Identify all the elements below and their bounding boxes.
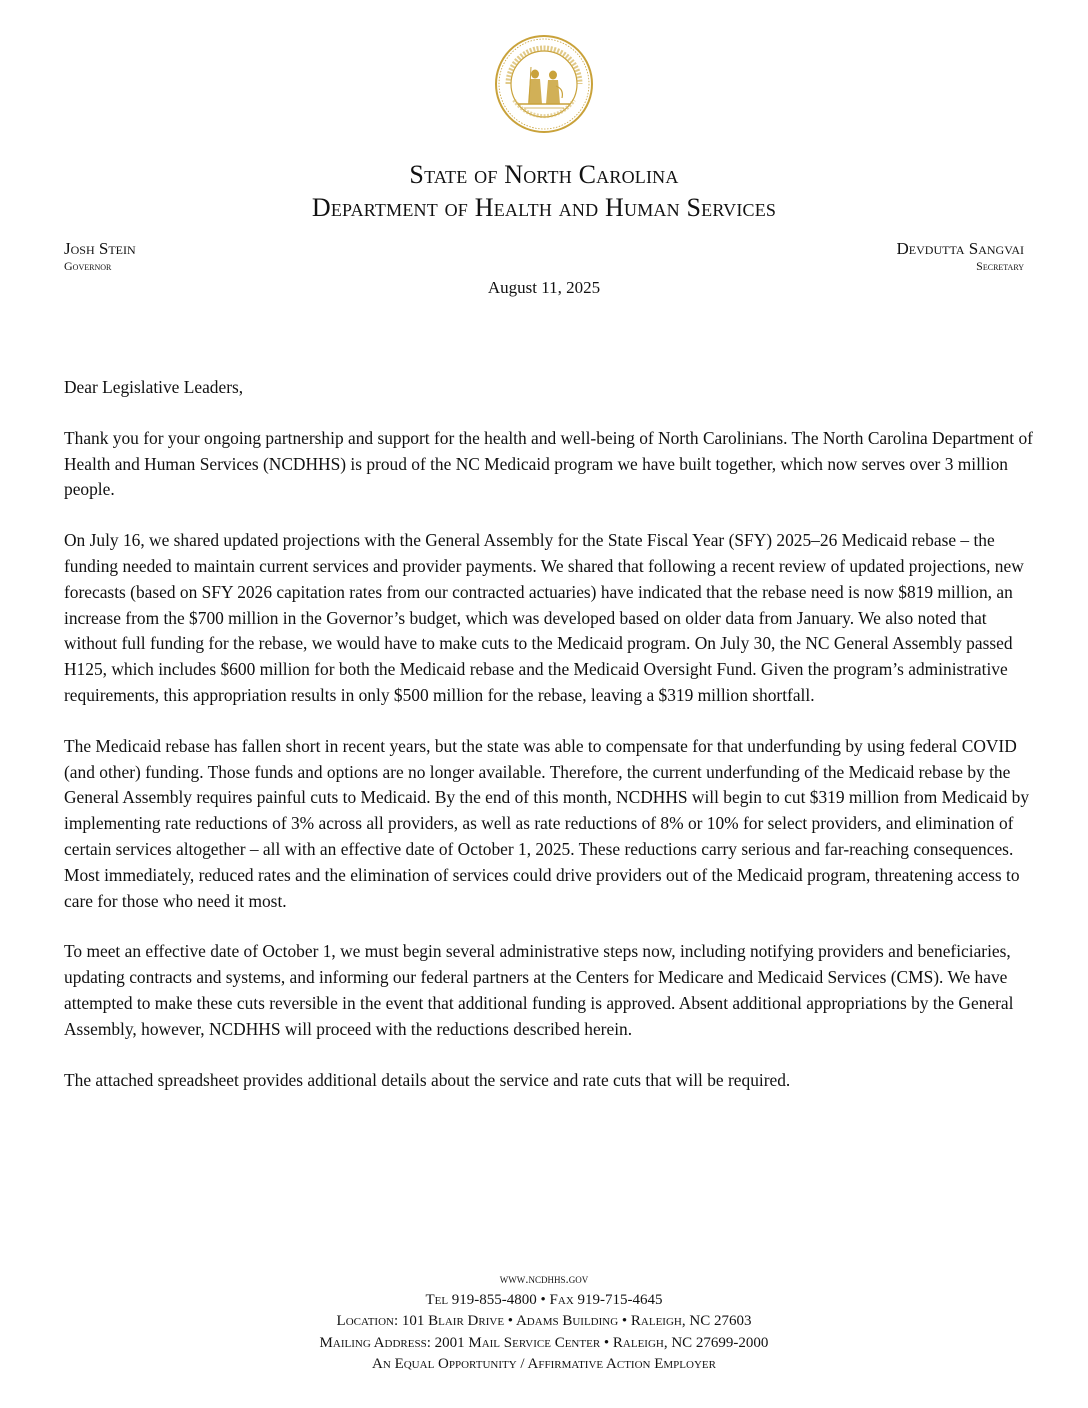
state-name: State of North Carolina [409, 160, 679, 189]
paragraph: On July 16, we shared updated projections with the General Assembly for the State Fiscal Year (SFY) 2025–26 Medicaid rebase – the funding needed to maintain current services and provider payments. We shared that following a recent review of updated projections, new forecasts (based on SFY 2026 capitation rates from our contracted actuaries) have indicated that the rebase need is now $819 million, an increase from the $700 million in the Governor’s budget, which was developed based on older data from January. We also noted that without full funding for the rebase, we would have to make cuts to the Medicaid program. On July 30, the NC General Assembly passed H125, which includes $600 million for both the Medicaid rebase and the Medicaid Oversight Fund. Given the program’s administrative requirements, this appropriation results in only $500 million for the rebase, leaving a $319 million shortfall. [64, 530, 1024, 705]
department-name: Department of Health and Human Services [311, 193, 777, 222]
secretary-block [897, 239, 1024, 274]
secretary-name: Devdutta Sangvai [896, 239, 1024, 258]
governor-title: Governor [64, 259, 112, 273]
letter-body [64, 375, 1034, 1118]
letterhead-title [0, 158, 1088, 224]
state-seal-icon [494, 34, 594, 134]
governor-name: Josh Stein [64, 239, 136, 258]
footer-mailing-address: Mailing Address: 2001 Mail Service Center • Raleigh, NC 27699-2000 [319, 1334, 769, 1351]
paragraph: Thank you for your ongoing partnership and support for the health and well-being of North Carolinians. The North Carolina Department of Health and Human Services (NCDHHS) is proud of the NC Medicaid program we have built together, which now serves over 3 million people. [64, 427, 1033, 500]
paragraph: To meet an effective date of October 1, we must begin several administrative steps now, including notifying providers and beneficiaries, updating contracts and systems, and informing our federal partners at the Centers for Medicare and Medicaid Services (CMS). We have attempted to make these cuts reversible in the event that additional funding is approved. Absent additional appropriations by the General Assembly, however, NCDHHS will proceed with the reductions described herein. [64, 941, 1014, 1039]
footer [0, 1268, 1088, 1376]
letter-date: August 11, 2025 [487, 278, 601, 297]
secretary-title: Secretary [976, 259, 1024, 273]
footer-location: Location: 101 Blair Drive • Adams Building • Raleigh, NC 27603 [336, 1313, 752, 1329]
salutation: Dear Legislative Leaders, [64, 377, 244, 397]
footer-website: www.ncdhhs.gov [499, 1271, 589, 1286]
governor-block [64, 239, 136, 274]
footer-phone-fax: Tel 919-855-4800 • Fax 919-715-4645 [425, 1291, 663, 1308]
footer-employer-statement: An Equal Opportunity / Affirmative Action Employer [372, 1356, 716, 1372]
paragraph: The attached spreadsheet provides additional details about the service and rate cuts that will be required. [64, 1069, 791, 1090]
paragraph: The Medicaid rebase has fallen short in recent years, but the state was able to compensate for that underfunding by using federal COVID (and other) funding. Those funds and options are no longer available. Therefore, the current underfunding of the Medicaid rebase by the General Assembly requires painful cuts to Medicaid. By the end of this month, NCDHHS will begin to cut $319 million from Medicaid by implementing rate reductions of 3% across all providers, as well as rate reductions of 8% or 10% for select providers, and elimination of certain services altogether – all with an effective date of October 1, 2025. These reductions carry serious and far-reaching consequences. Most immediately, reduced rates and the elimination of services could drive providers out of the Medicaid program, threatening access to care for those who need it most. [64, 735, 1030, 911]
